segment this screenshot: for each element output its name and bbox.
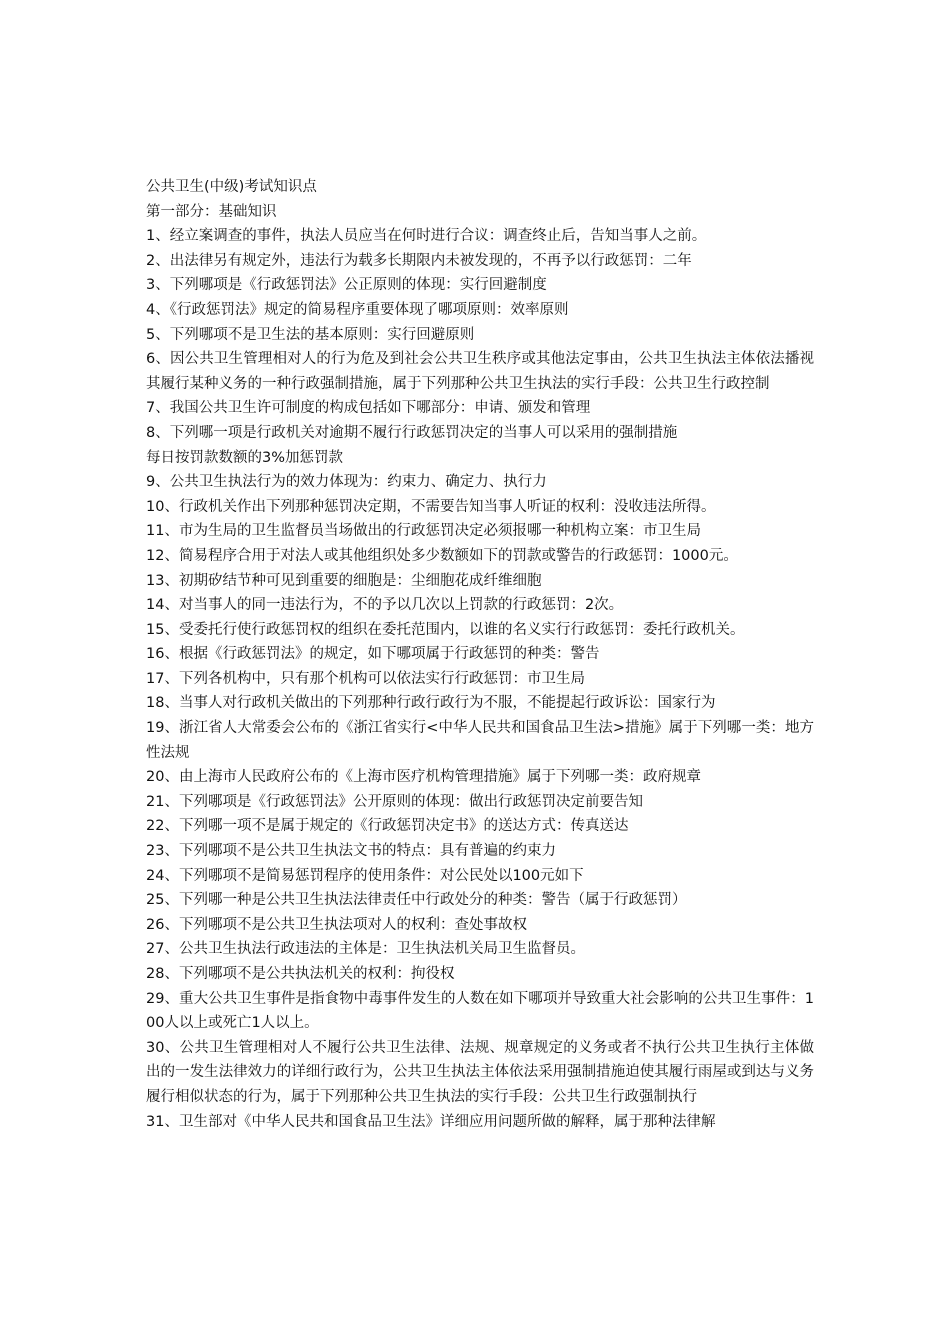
- list-item: 31、卫生部对《中华人民共和国食品卫生法》详细应用问题所做的解释，属于那种法律解: [146, 1113, 716, 1130]
- list-item: 18、当事人对行政机关做出的下列那种行政行政行为不服，不能提起行政诉讼：国家行为: [146, 695, 716, 712]
- list-item: 13、初期矽结节种可见到重要的细胞是：尘细胞花成纤维细胞: [146, 572, 542, 589]
- list-item: 14、对当事人的同一违法行为，不的予以几次以上罚款的行政惩罚：2次。: [146, 597, 624, 614]
- list-item: 8、下列哪一项是行政机关对逾期不履行行政惩罚决定的当事人可以采用的强制措施: [146, 424, 678, 441]
- list-item: 5、下列哪项不是卫生法的基本原则：实行回避原则: [146, 326, 475, 343]
- document-body: [146, 175, 814, 1134]
- list-item: 19、浙江省人大常委会公布的《浙江省实行<中华人民共和国食品卫生法>措施》属于下列哪一类：地方性法规: [146, 720, 814, 761]
- list-item: 30、公共卫生管理相对人不履行公共卫生法律、法规、规章规定的义务或者不执行公共卫生执行主体做出的一发生法律效力的详细行政行为，公共卫生执法主体依法采用强制措施迫使其履行雨屋或到达与义务履行相似状态的行为，属于下列那种公共卫生执法的实行手段：公共卫生行政强制执行: [146, 1039, 814, 1105]
- document-title: 公共卫生(中级)考试知识点: [146, 179, 317, 195]
- list-item: 10、行政机关作出下列那种惩罚决定期，不需要告知当事人听证的权利：没收违法所得。: [146, 498, 716, 515]
- list-item: 4、《行政惩罚法》规定的简易程序重要体现了哪项原则：效率原则: [146, 301, 569, 318]
- list-item: 11、市为生局的卫生监督员当场做出的行政惩罚决定必须报哪一种机构立案：市卫生局: [146, 523, 701, 540]
- list-item: 26、下列哪项不是公共卫生执法项对人的权利：查处事故权: [146, 916, 527, 933]
- list-item: 9、公共卫生执法行为的效力体现为：约束力、确定力、执行力: [146, 474, 547, 491]
- list-item: 22、下列哪一项不是属于规定的《行政惩罚决定书》的送达方式：传真送达: [146, 818, 629, 835]
- list-item: 1、经立案调查的事件，执法人员应当在何时进行合议：调查终止后，告知当事人之前。: [146, 228, 707, 245]
- list-item: 20、由上海市人民政府公布的《上海市医疗机构管理措施》属于下列哪一类：政府规章: [146, 769, 701, 786]
- list-item: 3、下列哪项是《行政惩罚法》公正原则的体现：实行回避制度: [146, 277, 547, 294]
- list-item: 7、我国公共卫生许可制度的构成包括如下哪部分：申请、颁发和管理: [146, 400, 591, 417]
- list-item: 21、下列哪项是《行政惩罚法》公开原则的体现：做出行政惩罚决定前要告知: [146, 793, 643, 810]
- list-item: 28、下列哪项不是公共执法机关的权利：拘役权: [146, 966, 455, 982]
- list-item: 25、下列哪一种是公共卫生执法法律责任中行政处分的种类：警告（属于行政惩罚）: [146, 892, 687, 909]
- list-item: 6、因公共卫生管理相对人的行为危及到社会公共卫生秩序或其他法定事由，公共卫生执法主体依法播视其履行某种义务的一种行政强制措施，属于下列那种公共卫生执法的实行手段：公共卫生行政控制: [146, 351, 814, 392]
- list-item: 15、受委托行使行政惩罚权的组织在委托范围内，以谁的名义实行行政惩罚：委托行政机关。: [146, 621, 745, 638]
- list-item: 29、重大公共卫生事件是指食物中毒事件发生的人数在如下哪项并导致重大社会影响的公共卫生事件：100人以上或死亡1人以上。: [146, 990, 814, 1032]
- list-item: 24、下列哪项不是简易惩罚程序的使用条件：对公民处以100元如下: [146, 867, 584, 884]
- list-item: 23、下列哪项不是公共卫生执法文书的特点：具有普遍的约束力: [146, 843, 556, 860]
- section-heading: 第一部分：基础知识: [146, 203, 277, 220]
- list-item: 16、根据《行政惩罚法》的规定，如下哪项属于行政惩罚的种类：警告: [146, 646, 600, 663]
- list-item: 27、公共卫生执法行政违法的主体是：卫生执法机关局卫生监督员。: [146, 941, 585, 958]
- list-item: 12、简易程序合用于对法人或其他组织处多少数额如下的罚款或警告的行政惩罚：1000元。: [146, 547, 738, 564]
- list-item: 每日按罚款数额的3%加惩罚款: [146, 449, 344, 466]
- list-item: 2、出法律另有规定外，违法行为载多长期限内未被发现的，不再予以行政惩罚：二年: [146, 252, 692, 269]
- list-item: 17、下列各机构中，只有那个机构可以依法实行行政惩罚：市卫生局: [146, 670, 585, 687]
